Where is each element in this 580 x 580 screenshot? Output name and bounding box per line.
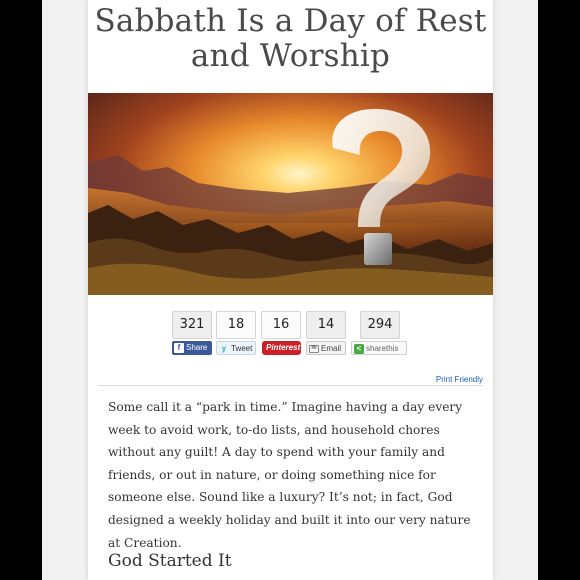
facebook-icon: f: [174, 343, 184, 353]
twitter-icon: y: [221, 344, 227, 353]
twitter-share-count: 18: [216, 311, 256, 339]
print-friendly-link[interactable]: Print Friendly: [435, 375, 483, 384]
sunset-question-mark-image: [88, 93, 493, 295]
facebook-share-button[interactable]: [172, 341, 212, 355]
email-icon: ✉: [309, 345, 319, 353]
content-divider: [98, 385, 483, 386]
social-share-bar: [88, 311, 493, 359]
twitter-share-group: [216, 311, 256, 359]
sharethis-count: 294: [360, 311, 400, 339]
facebook-share-count: 321: [172, 311, 212, 339]
email-share-count: 14: [306, 311, 346, 339]
facebook-share-group: [172, 311, 212, 359]
email-share-button[interactable]: [306, 341, 346, 355]
right-black-gutter: [538, 0, 580, 580]
article-page: [88, 0, 493, 580]
pinterest-label: Pinterest: [266, 343, 301, 352]
sharethis-icon: <: [354, 344, 364, 354]
twitter-tweet-label: Tweet: [231, 344, 253, 353]
section-heading: God Started It: [108, 551, 232, 571]
article-title: Sabbath Is a Day of Rest and Worship: [94, 3, 487, 74]
facebook-share-label: Share: [186, 343, 208, 352]
pinterest-pin-button[interactable]: [262, 341, 301, 355]
sharethis-label: sharethis: [366, 344, 399, 353]
left-black-gutter: [0, 0, 42, 580]
email-share-group: [306, 311, 346, 359]
twitter-tweet-button[interactable]: [216, 341, 256, 355]
hero-image: [88, 93, 493, 295]
pinterest-share-count: 16: [261, 311, 301, 339]
sharethis-button[interactable]: [351, 341, 407, 355]
sharethis-group: [351, 311, 407, 359]
email-share-label: Email: [321, 344, 342, 353]
article-intro-paragraph: Some call it a “park in time.” Imagine having a day every week to avoid work, to-do lists, and household chores without any guilt! A day to spend with your family and friends, or out in nature, or doing something nice for someone else. Sound like a luxury? It’s not; in fact, God designed a weekly holiday and built it into our very nature at Creation.: [108, 400, 471, 550]
pinterest-share-group: [261, 311, 301, 359]
